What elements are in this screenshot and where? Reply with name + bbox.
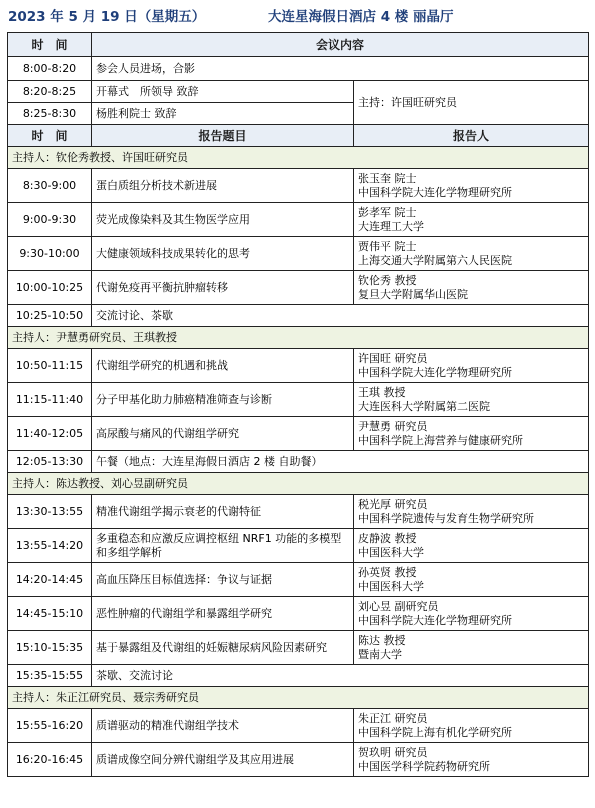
table-row (8, 631, 589, 665)
row-time: 13:55-14:20 (8, 529, 92, 563)
speaker-org: 中国科学院上海有机化学研究所 (358, 725, 512, 739)
break-content: 茶歇、交流讨论 (92, 665, 589, 687)
speaker-name: 朱正江 研究员 (358, 711, 428, 725)
speaker-org: 暨南大学 (358, 647, 402, 661)
header-content: 会议内容 (92, 33, 589, 57)
table-row (8, 271, 589, 305)
session-host-row (8, 473, 589, 495)
table-header-row (8, 125, 589, 147)
row-speaker (354, 169, 589, 203)
speaker-org: 中国医学科学院药物研究所 (358, 759, 490, 773)
speaker-org: 中国科学院大连化学物理研究所 (358, 365, 512, 379)
row-topic: 多重稳态和应激反应调控枢纽 NRF1 功能的多模型和多组学解析 (92, 529, 354, 563)
row-time: 15:55-16:20 (8, 709, 92, 743)
row-topic: 代谢免疫再平衡抗肿瘤转移 (92, 271, 354, 305)
row-topic: 恶性肿瘤的代谢组学和暴露组学研究 (92, 597, 354, 631)
speaker-org: 中国医科大学 (358, 545, 424, 559)
row-speaker (354, 237, 589, 271)
row-time: 10:00-10:25 (8, 271, 92, 305)
table-row (8, 81, 589, 103)
speaker-org: 中国医科大学 (358, 579, 424, 593)
table-row (8, 529, 589, 563)
row-time: 8:00-8:20 (8, 57, 92, 81)
session-host: 主持人：尹慧勇研究员、王琪教授 (8, 327, 589, 349)
table-row (8, 709, 589, 743)
table-row (8, 743, 589, 777)
session-host-row (8, 147, 589, 169)
speaker-org: 中国科学院大连化学物理研究所 (358, 613, 512, 627)
session-host: 主持人：朱正江研究员、聂宗秀研究员 (8, 687, 589, 709)
row-topic: 分子甲基化助力肺癌精准筛查与诊断 (92, 383, 354, 417)
session-host-row (8, 687, 589, 709)
row-time: 9:30-10:00 (8, 237, 92, 271)
opening-host: 主持：许国旺研究员 (354, 81, 589, 125)
table-row (8, 169, 589, 203)
row-speaker (354, 563, 589, 597)
speaker-org: 上海交通大学附属第六人民医院 (358, 253, 512, 267)
agenda-title (8, 2, 588, 32)
break-content: 午餐（地点：大连星海假日酒店 2 楼 自助餐） (92, 451, 589, 473)
speaker-name: 尹慧勇 研究员 (358, 419, 428, 433)
row-speaker (354, 495, 589, 529)
table-header-row (8, 33, 589, 57)
row-time: 14:20-14:45 (8, 563, 92, 597)
row-time: 13:30-13:55 (8, 495, 92, 529)
speaker-name: 贾伟平 院士 (358, 239, 417, 253)
header-speaker: 报告人 (354, 125, 589, 147)
row-topic: 基于暴露组及代谢组的妊娠糖尿病风险因素研究 (92, 631, 354, 665)
row-speaker (354, 383, 589, 417)
header-time: 时 间 (8, 125, 92, 147)
table-row (8, 57, 589, 81)
speaker-name: 陈达 教授 (358, 633, 406, 647)
row-speaker (354, 271, 589, 305)
row-speaker (354, 709, 589, 743)
row-topic: 质谱驱动的精准代谢组学技术 (92, 709, 354, 743)
row-content: 开幕式 所领导 致辞 (92, 81, 354, 103)
row-time: 15:35-15:55 (8, 665, 92, 687)
break-row (8, 665, 589, 687)
row-topic: 大健康领域科技成果转化的思考 (92, 237, 354, 271)
row-topic: 质谱成像空间分辨代谢组学及其应用进展 (92, 743, 354, 777)
row-speaker (354, 631, 589, 665)
speaker-name: 钦伦秀 教授 (358, 273, 417, 287)
break-row (8, 451, 589, 473)
row-time: 8:20-8:25 (8, 81, 92, 103)
speaker-org: 大连医科大学附属第二医院 (358, 399, 490, 413)
row-topic: 高尿酸与痛风的代谢组学研究 (92, 417, 354, 451)
row-speaker (354, 349, 589, 383)
table-row (8, 495, 589, 529)
break-content: 交流讨论、茶歇 (92, 305, 589, 327)
speaker-name: 彭孝军 院士 (358, 205, 417, 219)
table-row (8, 597, 589, 631)
speaker-name: 张玉奎 院士 (358, 171, 417, 185)
row-time: 8:30-9:00 (8, 169, 92, 203)
speaker-name: 皮静波 教授 (358, 531, 417, 545)
row-time: 14:45-15:10 (8, 597, 92, 631)
row-topic: 代谢组学研究的机遇和挑战 (92, 349, 354, 383)
row-time: 10:25-10:50 (8, 305, 92, 327)
table-row (8, 237, 589, 271)
speaker-name: 许国旺 研究员 (358, 351, 428, 365)
row-speaker (354, 417, 589, 451)
meeting-date: 2023 年 5 月 19 日（星期五） (8, 9, 206, 25)
row-time: 16:20-16:45 (8, 743, 92, 777)
row-speaker (354, 743, 589, 777)
row-time: 10:50-11:15 (8, 349, 92, 383)
row-topic: 荧光成像染料及其生物医学应用 (92, 203, 354, 237)
session-host-row (8, 327, 589, 349)
row-speaker (354, 597, 589, 631)
table-row (8, 383, 589, 417)
row-time: 11:40-12:05 (8, 417, 92, 451)
meeting-venue: 大连星海假日酒店 4 楼 丽晶厅 (268, 9, 454, 25)
speaker-org: 大连理工大学 (358, 219, 424, 233)
row-time: 8:25-8:30 (8, 103, 92, 125)
speaker-org: 中国科学院大连化学物理研究所 (358, 185, 512, 199)
speaker-org: 中国科学院上海营养与健康研究所 (358, 433, 523, 447)
speaker-org: 中国科学院遗传与发育生物学研究所 (358, 511, 534, 525)
header-time: 时 间 (8, 33, 92, 57)
agenda-table (7, 32, 589, 777)
speaker-name: 孙英贤 教授 (358, 565, 417, 579)
row-topic: 蛋白质组分析技术新进展 (92, 169, 354, 203)
session-host: 主持人：陈达教授、刘心昱副研究员 (8, 473, 589, 495)
speaker-name: 王琪 教授 (358, 385, 406, 399)
table-row (8, 349, 589, 383)
row-topic: 高血压降压目标值选择：争议与证据 (92, 563, 354, 597)
row-content: 杨胜利院士 致辞 (92, 103, 354, 125)
row-content: 参会人员进场，合影 (92, 57, 589, 81)
speaker-name: 税光厚 研究员 (358, 497, 428, 511)
session-host: 主持人：钦伦秀教授、许国旺研究员 (8, 147, 589, 169)
speaker-org: 复旦大学附属华山医院 (358, 287, 468, 301)
speaker-name: 贺玖明 研究员 (358, 745, 428, 759)
table-row (8, 203, 589, 237)
speaker-name: 刘心昱 副研究员 (358, 599, 439, 613)
row-time: 12:05-13:30 (8, 451, 92, 473)
break-row (8, 305, 589, 327)
row-topic: 精准代谢组学揭示衰老的代谢特征 (92, 495, 354, 529)
header-topic: 报告题目 (92, 125, 354, 147)
table-row (8, 563, 589, 597)
row-time: 15:10-15:35 (8, 631, 92, 665)
row-time: 9:00-9:30 (8, 203, 92, 237)
table-row (8, 417, 589, 451)
row-speaker (354, 529, 589, 563)
row-time: 11:15-11:40 (8, 383, 92, 417)
row-speaker (354, 203, 589, 237)
